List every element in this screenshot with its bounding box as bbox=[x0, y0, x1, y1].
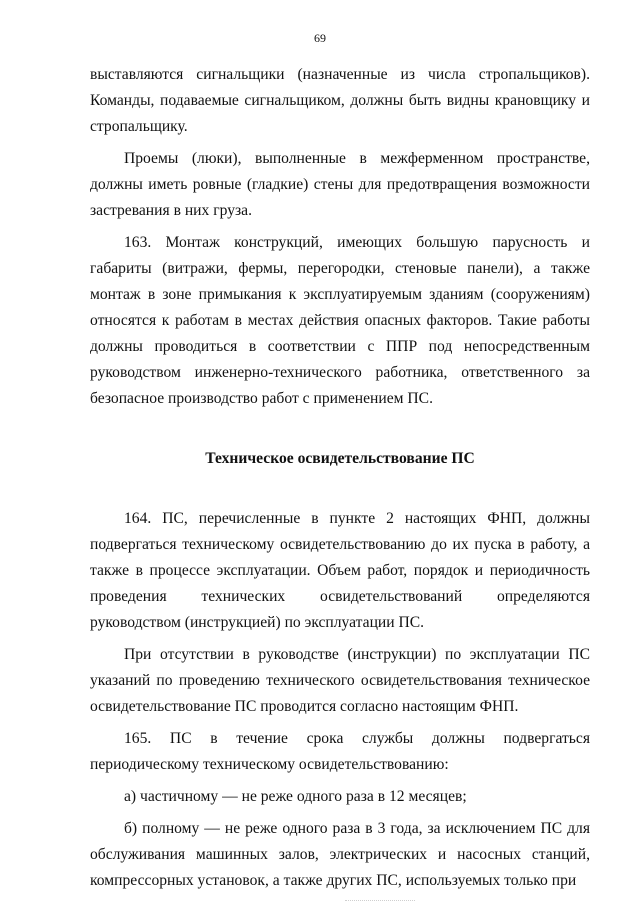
document-body bbox=[90, 62, 590, 894]
section-heading: Техническое освидетельствование ПС bbox=[205, 450, 475, 467]
paragraph-continuation: выставляются сигнальщики (назначенные из числа стропальщиков). Команды, подаваемые сигнальщиком, должны быть видны крановщику и стропальщику. bbox=[90, 66, 590, 135]
paragraph-164: 164. ПС, перечисленные в пункте 2 настоящих ФНП, должны подвергаться техническому освидетельствованию до их пуска в работу, а также в процессе эксплуатации. Объем работ, порядок и периодичность проведения технических освидетельствований определяются руководством (инструкцией) по эксплуатации ПС. bbox=[90, 510, 590, 631]
scan-artifact bbox=[345, 900, 415, 903]
paragraph-163: 163. Монтаж конструкций, имеющих большую парусность и габариты (витражи, фермы, перегородки, стеновые панели), а также монтаж в зоне примыкания к эксплуатируемым зданиям (сооружениям) относятся к работам в местах действия опасных факторов. Такие работы должны проводиться в соответствии с ППР под непосредственным руководством инженерно-технического работника, ответственного за безопасное производство работ с применением ПС. bbox=[90, 234, 590, 407]
page-number: 69 bbox=[314, 31, 326, 45]
paragraph-165: 165. ПС в течение срока службы должны подвергаться периодическому техническому освидетельствованию: bbox=[90, 730, 590, 773]
paragraph-absence-of-instructions: При отсутствии в руководстве (инструкции) по эксплуатации ПС указаний по проведению технического освидетельствования техническое освидетельствование ПС проводится согласно настоящим ФНП. bbox=[90, 646, 590, 715]
list-item-a: а) частичному — не реже одного раза в 12 месяцев; bbox=[124, 788, 467, 805]
list-item-b: б) полному — не реже одного раза в 3 года, за исключением ПС для обслуживания машинных залов, электрических и насосных станций, компрессорных установок, а также других ПС, используемых только при bbox=[90, 820, 590, 889]
paragraph-hatches: Проемы (люки), выполненные в межферменном пространстве, должны иметь ровные (гладкие) стены для предотвращения возможности застревания в них груза. bbox=[90, 150, 590, 219]
